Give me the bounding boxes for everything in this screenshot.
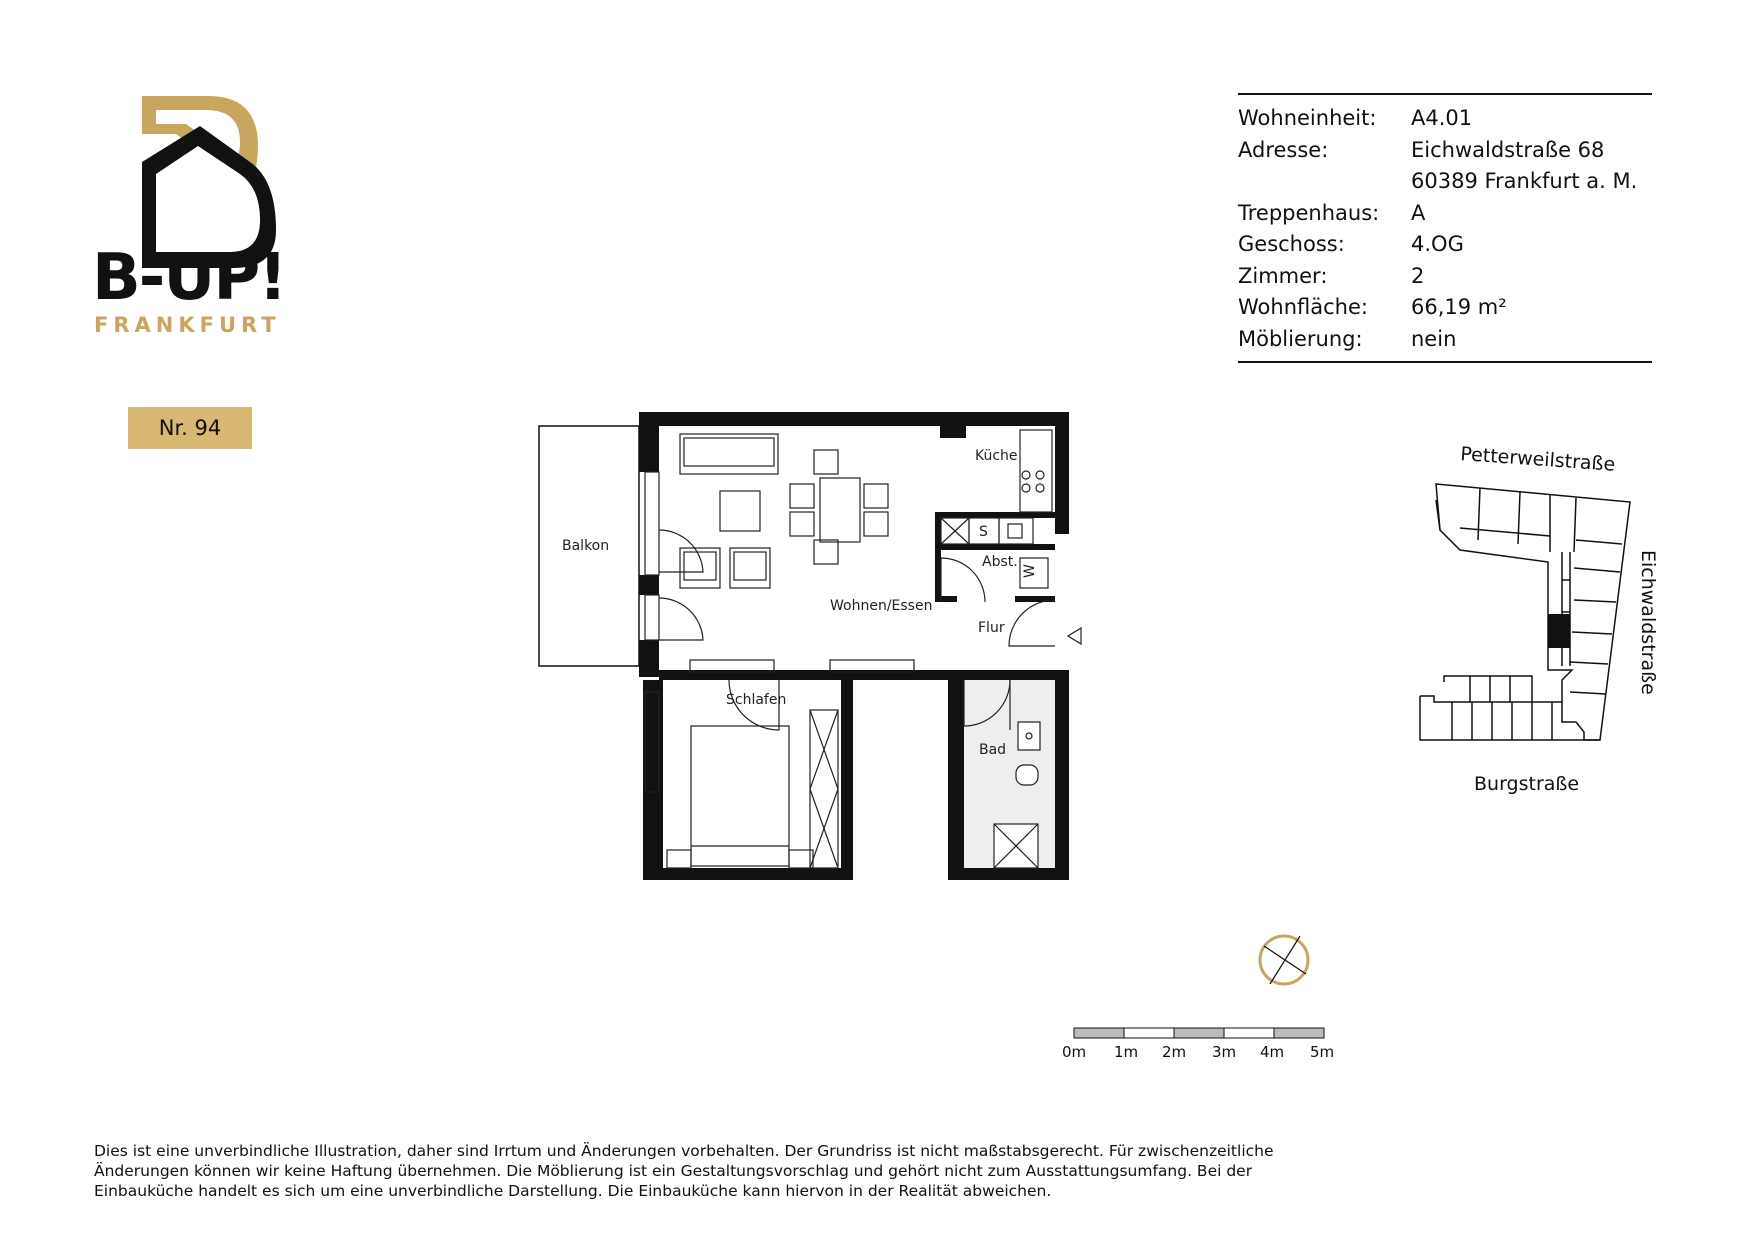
info-label: Wohnfläche:	[1238, 295, 1368, 319]
unit-info-table	[1238, 93, 1652, 363]
sink-label: S	[979, 524, 988, 540]
disclaimer-line: Einbauküche handelt es sich um eine unverbindliche Darstellung. Die Einbauküche kann hiervon in der Realität abweichen.	[94, 1182, 1052, 1200]
info-value: 66,19 m²	[1411, 295, 1507, 319]
washer-label: W	[1022, 564, 1038, 578]
scale-label: 1m	[1114, 1043, 1139, 1061]
room-label-balcony: Balkon	[562, 538, 610, 554]
brand-name: B-UP!	[92, 241, 286, 315]
floor-plan	[530, 400, 1090, 890]
info-row-staircase	[1238, 198, 1652, 230]
info-row-furnishing	[1238, 324, 1652, 356]
living-furniture	[680, 434, 914, 672]
disclaimer	[94, 1141, 1394, 1201]
room-label-hall: Flur	[978, 620, 1005, 636]
street-east: Eichwaldstraße	[1637, 550, 1659, 695]
bedroom-furniture	[645, 680, 838, 868]
info-value: 4.OG	[1411, 232, 1464, 256]
info-label: Wohneinheit:	[1238, 106, 1377, 130]
room-label-bedroom: Schlafen	[726, 692, 787, 708]
scale-label: 3m	[1212, 1043, 1237, 1061]
info-label	[1238, 166, 1411, 198]
building-units-north	[1460, 488, 1576, 552]
scale-bar	[1062, 1024, 1352, 1064]
scale-label: 4m	[1260, 1043, 1285, 1061]
disclaimer-line: Änderungen können wir keine Haftung übernehmen. Die Möblierung ist ein Gestaltungsvorschlag und gehört nicht zum Ausstattungsumfang. Bei der	[94, 1162, 1253, 1180]
disclaimer-line: Dies ist eine unverbindliche Illustration, daher sind Irrtum und Änderungen vorbehalten. Der Grundriss ist nicht maßstabsgerecht. Für zwischenzeitliche	[94, 1142, 1274, 1160]
info-label: Adresse:	[1238, 137, 1329, 162]
info-value: 60389 Frankfurt a. M.	[1411, 169, 1638, 193]
info-value: 2	[1411, 263, 1425, 288]
street-south: Burgstraße	[1474, 773, 1580, 795]
site-plan	[1400, 440, 1700, 820]
info-label: Zimmer:	[1238, 263, 1328, 288]
unit-number-badge: Nr. 94	[128, 407, 252, 449]
highlighted-unit	[1548, 614, 1570, 648]
room-label-bath: Bad	[979, 742, 1007, 758]
info-value: A	[1411, 200, 1426, 225]
brand-city: FRANKFURT	[94, 313, 281, 337]
info-row-rooms	[1238, 261, 1652, 293]
building-courtyard-inner	[1562, 552, 1570, 666]
scale-label: 5m	[1310, 1043, 1335, 1061]
info-row-city	[1238, 166, 1652, 198]
balcony-doors	[645, 472, 703, 640]
info-value: Eichwaldstraße 68	[1411, 137, 1605, 162]
room-label-kitchen: Küche	[975, 448, 1018, 464]
info-label: Geschoss:	[1238, 232, 1345, 256]
building-units-east	[1570, 540, 1622, 694]
scale-label: 2m	[1162, 1043, 1187, 1061]
info-value: A4.01	[1411, 106, 1473, 130]
info-row-floor	[1238, 229, 1652, 261]
info-row-area	[1238, 292, 1652, 324]
street-north: Petterweilstraße	[1459, 443, 1616, 476]
room-label-living: Wohnen/Essen	[830, 598, 933, 614]
info-label: Möblierung:	[1238, 326, 1363, 351]
room-label-storage: Abst.	[982, 554, 1018, 570]
info-row-address	[1238, 135, 1652, 167]
scale-label: 0m	[1062, 1043, 1087, 1061]
info-label: Treppenhaus:	[1238, 200, 1380, 225]
info-value: nein	[1411, 326, 1457, 351]
north-arrow-compass	[1256, 930, 1316, 990]
info-row-unit	[1238, 103, 1652, 135]
entrance-door	[1009, 600, 1081, 646]
building-units-south	[1420, 676, 1600, 740]
